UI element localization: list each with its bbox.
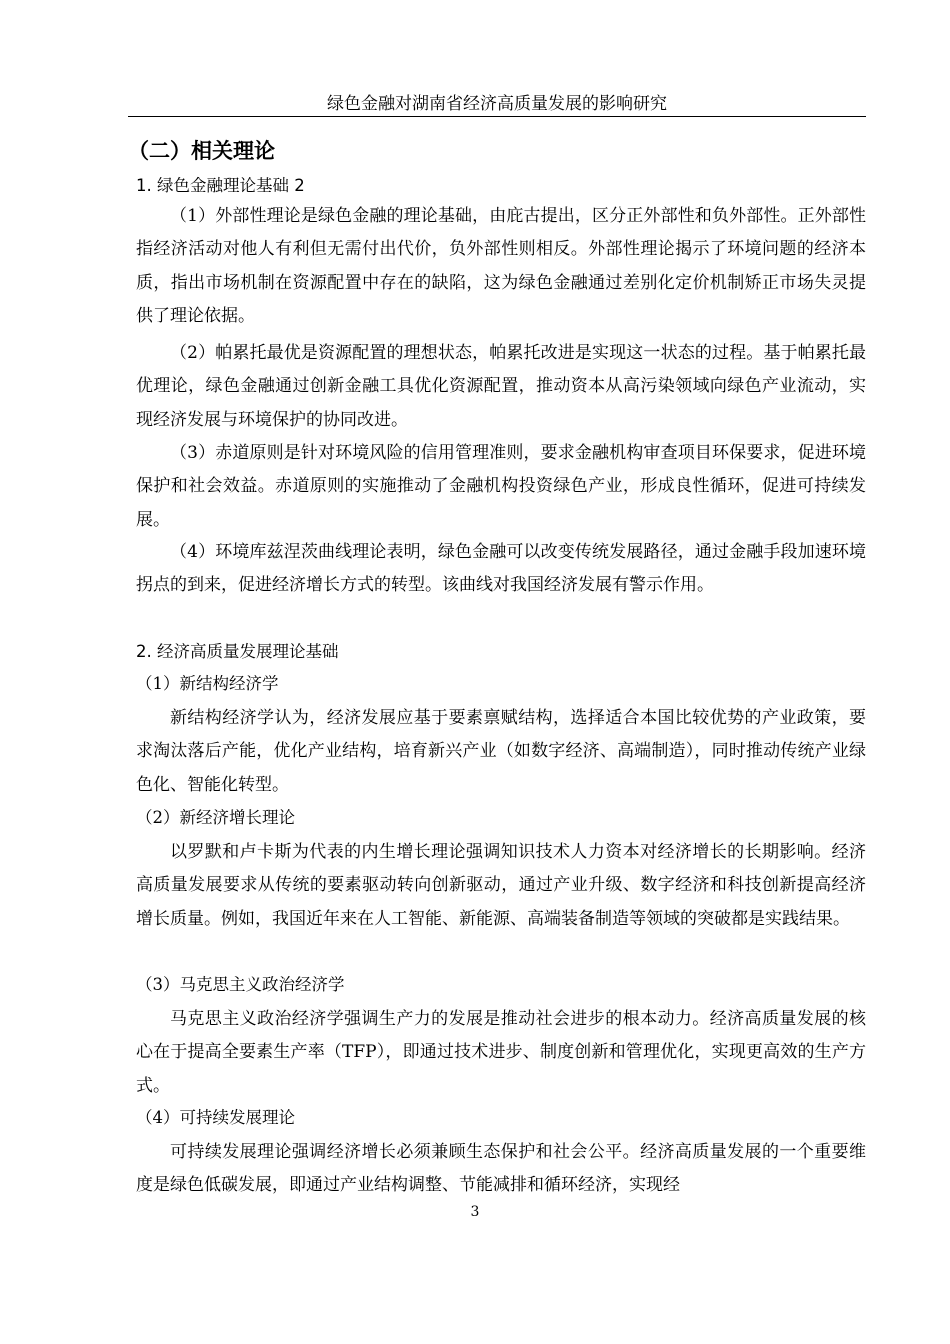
paragraph: （1）外部性理论是绿色金融的理论基础，由庇古提出，区分正外部性和负外部性。正外部性指经济活动对他人有利但无需付出代价，负外部性则相反。外部性理论揭示了环境问题的经济本质，指出市场机制在资源配置中存在的缺陷，这为绿色金融通过差别化定价机制矫正市场失灵提供了理论依据。 — [136, 206, 866, 327]
item-heading: （3）马克思主义政治经济学 — [136, 975, 345, 994]
paragraph: 可持续发展理论强调经济增长必须兼顾生态保护和社会公平。经济高质量发展的一个重要维度是绿色低碳发展，即通过产业结构调整、节能减排和循环经济，实现经 — [136, 1142, 866, 1196]
paragraph: （4）环境库兹涅茨曲线理论表明，绿色金融可以改变传统发展路径，通过金融手段加速环境拐点的到来，促进经济增长方式的转型。该曲线对我国经济发展有警示作用。 — [136, 542, 866, 596]
item-heading: （1）新结构经济学 — [136, 674, 279, 693]
subsection-heading-1: 1. 绿色金融理论基础 2 — [136, 176, 305, 195]
item-heading: （4）可持续发展理论 — [136, 1108, 295, 1127]
section-heading: （二）相关理论 — [128, 139, 275, 163]
paragraph: 以罗默和卢卡斯为代表的内生增长理论强调知识技术人力资本对经济增长的长期影响。经济高质量发展要求从传统的要素驱动转向创新驱动，通过产业升级、数字经济和科技创新提高经济增长质量。例如，我国近年来在人工智能、新能源、高端装备制造等领域的突破都是实践结果。 — [136, 842, 866, 929]
paragraph: 新结构经济学认为，经济发展应基于要素禀赋结构，选择适合本国比较优势的产业政策，要求淘汰落后产能，优化产业结构，培育新兴产业（如数字经济、高端制造），同时推动传统产业绿色化、智能化转型。 — [136, 708, 866, 795]
subsection-heading-2: 2. 经济高质量发展理论基础 — [136, 642, 339, 661]
paragraph: （3）赤道原则是针对环境风险的信用管理准则，要求金融机构审查项目环保要求，促进环境保护和社会效益。赤道原则的实施推动了金融机构投资绿色产业，形成良性循环，促进可持续发展。 — [136, 443, 866, 530]
header-rule — [128, 116, 866, 117]
running-header: 绿色金融对湖南省经济高质量发展的影响研究 — [327, 94, 667, 114]
page-number: 3 — [470, 1204, 480, 1220]
item-heading: （2）新经济增长理论 — [136, 808, 295, 827]
paragraph: （2）帕累托最优是资源配置的理想状态，帕累托改进是实现这一状态的过程。基于帕累托最优理论，绿色金融通过创新金融工具优化资源配置，推动资本从高污染领域向绿色产业流动，实现经济发展与环境保护的协同改进。 — [136, 343, 866, 430]
paragraph: 马克思主义政治经济学强调生产力的发展是推动社会进步的根本动力。经济高质量发展的核心在于提高全要素生产率（TFP），即通过技术进步、制度创新和管理优化，实现更高效的生产方式。 — [136, 1009, 866, 1096]
